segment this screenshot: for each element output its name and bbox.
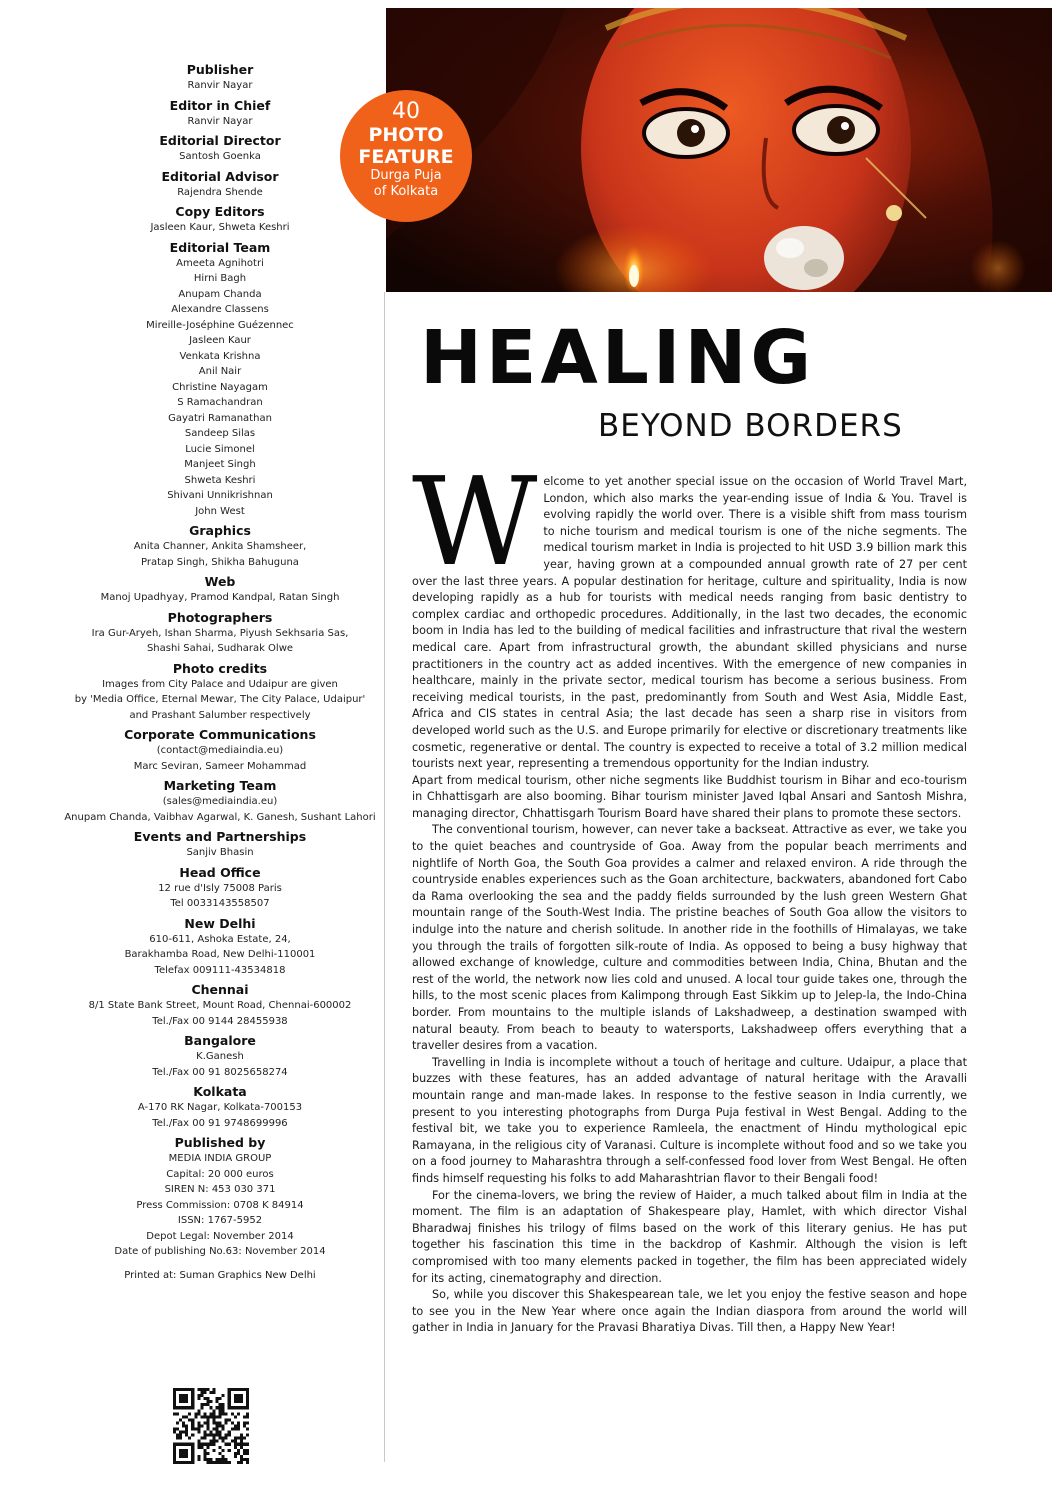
article-paragraph bbox=[412, 451, 967, 773]
masthead-section bbox=[60, 574, 380, 606]
masthead-section-lines bbox=[60, 185, 380, 201]
masthead-section bbox=[60, 916, 380, 979]
article-paragraph: For the cinema-lovers, we bring the review of Haider, a much talked about film in India at the moment. The film is an adaptation of Shakespeare play, Hamlet, with which director Vishal Bharadwaj finishes his trilogy of films based on the work of this literary genius. He has put together his fascination this time in the backdrop of Kashmir. Although the vision is left compromised with too many elements packed in together, the film has been appreciated widely for its acting, cinematography and direction. bbox=[412, 1188, 967, 1285]
masthead-line: MEDIA INDIA GROUP bbox=[168, 1153, 272, 1164]
masthead-line: Shashi Sahai, Sudharak Olwe bbox=[146, 643, 294, 654]
masthead-section-lines bbox=[60, 114, 380, 130]
masthead-section-title: Published by bbox=[174, 1135, 266, 1150]
masthead-section bbox=[60, 204, 380, 236]
masthead-line: Alexandre Classens bbox=[171, 304, 269, 315]
masthead-line: Jasleen Kaur, Shweta Keshri bbox=[150, 222, 290, 233]
masthead-section-title: Editorial Team bbox=[169, 239, 271, 255]
article-paragraph: So, while you discover this Shakespearean tale, we let you enjoy the festive season and hope to see you in the New Year where once again the Indian diaspora from around the world will gather in India in January for the Pravasi Bharatiya Divas. Till then, a Happy New Year! bbox=[412, 1288, 967, 1335]
masthead-section-lines bbox=[60, 794, 380, 825]
masthead-section-lines bbox=[60, 881, 380, 912]
masthead-section-title: Editor in Chief bbox=[169, 97, 271, 113]
masthead-section bbox=[60, 661, 380, 724]
masthead-line: (contact@mediaindia.eu) bbox=[156, 745, 284, 756]
masthead-line: 12 rue d'Isly 75008 Paris bbox=[158, 882, 282, 894]
masthead-line: Santosh Goenka bbox=[179, 151, 261, 162]
masthead-line: ISSN: 1767-5952 bbox=[177, 1215, 263, 1226]
masthead-line: A-170 RK Nagar, Kolkata-700153 bbox=[137, 1102, 303, 1113]
masthead-section-title: Editorial Advisor bbox=[161, 168, 279, 184]
masthead-section bbox=[60, 1135, 380, 1260]
masthead-line: Tel./Fax 00 91 9748699996 bbox=[152, 1117, 288, 1129]
masthead-section-title: Kolkata bbox=[193, 1084, 247, 1099]
masthead-section bbox=[60, 1084, 380, 1131]
article-paragraph-text: elcome to yet another special issue on the occasion of World Travel Mart, London, which also marks the year-ending issue of India & You. Travel is evolving rapidly the world over. There is a visible shift from mass tourism to niche tourism and medical tourism is one of the niche segments. The medical tourism market in India is projected to hit USD 3.9 billion mark this year, having grown at a compounded annual growth rate of 27 per cent over the last three years. A popular destination for heritage, culture and spirituality, India is now developing rapidly as a hub for tourists with medical needs ranging from basic dentistry to complex cardiac and orthopedic procedures. Additionally, in the last two decades, the economic boom in India has led to the building of medical facilities and infrastructure that rival the western medical care. Apart from infrastructural growth, the abundant skilled physicians and nurse practitioners in the country act as added incentives. With the emergence of new companies in healthcare, mainly in the private sector, medical tourism has become a serious business. From receiving medical tourists, in the past, predominantly from South and West Asia, Middle East, Africa and CIS states in central Asia; the last decade has seen a sharp rise in visitors from developed world such as the U.S. and Europe primarily for elective or discretionary treatments like cosmetic, regenerative or dental. The country is expected to receive a total of 3.2 million medical tourists next year, representing a tremendous opportunity for the Indian industry. bbox=[412, 475, 967, 771]
masthead-line: Hirni Bagh bbox=[193, 273, 247, 284]
masthead-line: K.Ganesh bbox=[196, 1051, 244, 1062]
durga-idol-photo bbox=[386, 8, 1052, 292]
masthead-section-title: Chennai bbox=[191, 982, 249, 997]
masthead-line: and Prashant Salumber respectively bbox=[129, 709, 311, 721]
masthead-section bbox=[60, 829, 380, 861]
masthead-line: Ira Gur-Aryeh, Ishan Sharma, Piyush Sekhsaria Sas, bbox=[91, 627, 349, 639]
masthead-line: Jasleen Kaur bbox=[189, 335, 251, 346]
masthead-section-title: Bangalore bbox=[184, 1033, 256, 1048]
masthead-line: Shweta Keshri bbox=[184, 474, 256, 486]
masthead-section-title: Head Office bbox=[179, 864, 261, 880]
masthead-section-title: Corporate Communications bbox=[124, 727, 316, 742]
masthead-section-lines bbox=[60, 932, 380, 979]
column-divider bbox=[384, 292, 385, 1462]
masthead-section-title: Publisher bbox=[186, 62, 254, 77]
masthead-line: 8/1 State Bank Street, Mount Road, Chennai-600002 bbox=[88, 1000, 352, 1011]
masthead-line: Sanjiv Bhasin bbox=[186, 847, 254, 858]
masthead-line: by 'Media Office, Eternal Mewar, The City Palace, Udaipur' bbox=[74, 694, 366, 705]
masthead-section-title: Events and Partnerships bbox=[133, 829, 307, 844]
masthead-section-lines bbox=[60, 256, 380, 520]
masthead-line: Ranvir Nayar bbox=[187, 80, 253, 91]
article-paragraph: Travelling in India is incomplete without a touch of heritage and culture. Udaipur, a place that buzzes with these features, has an added advantage of natural heritage with the Aravalli mountain range and man-made lakes. In response to the festive season in India currently, we present to you interesting photographs from Durga Puja festival in West Bengal. Adding to the festival bit, we take you to experience Ramleela, the enactment of Hindu mythological epic Ramayana, in the religious city of Varanasi. Culture is incomplete without food and so we take you on a food journey to Maharashtra through a self-confessed food lover from West Bengal. He often finds himself requesting his folks to add Maharashtrian flavor to their Bengali food! bbox=[412, 1055, 967, 1185]
masthead-section bbox=[60, 98, 380, 130]
masthead-section-lines bbox=[60, 78, 380, 94]
masthead-section-lines bbox=[60, 220, 380, 236]
masthead-section-title: New Delhi bbox=[184, 915, 256, 931]
masthead-section bbox=[60, 610, 380, 657]
masthead-section-lines bbox=[60, 626, 380, 657]
masthead-section bbox=[60, 62, 380, 94]
masthead-line: John West bbox=[195, 505, 245, 517]
masthead-line: Pratap Singh, Shikha Bahuguna bbox=[141, 556, 299, 568]
masthead-line: Tel./Fax 00 9144 28455938 bbox=[152, 1015, 288, 1027]
printed-at: Printed at: Suman Graphics New Delhi bbox=[124, 1269, 316, 1281]
masthead-line: Gayatri Ramanathan bbox=[168, 412, 272, 424]
photo-feature-badge[interactable] bbox=[340, 90, 472, 222]
masthead-section bbox=[60, 727, 380, 774]
masthead bbox=[60, 62, 380, 1283]
masthead-section-lines bbox=[60, 590, 380, 606]
masthead-line: Ranvir Nayar bbox=[187, 115, 253, 127]
masthead-line: Depot Legal: November 2014 bbox=[146, 1230, 294, 1242]
masthead-line: Anupam Chanda, Vaibhav Agarwal, K. Ganesh, Sushant Lahori bbox=[64, 811, 376, 823]
masthead-section-lines bbox=[60, 677, 380, 724]
masthead-section bbox=[60, 523, 380, 570]
masthead-line: Telefax 009111-43534818 bbox=[154, 964, 286, 976]
article-paragraph: Apart from medical tourism, other niche segments like Buddhist tourism in Bihar and eco-tourism in Chhattisgarh are also booming. Bihar tourism minister Javed Iqbal Ansari and Santosh Mishra, managing director, Chhattisgarh Tourism Board have shared their plans to promote these sectors. bbox=[412, 773, 967, 820]
masthead-line: Rajendra Shende bbox=[177, 186, 263, 198]
masthead-line: SIREN N: 453 030 371 bbox=[164, 1184, 276, 1195]
masthead-section-lines bbox=[60, 1100, 380, 1131]
masthead-line: Manoj Upadhyay, Pramod Kandpal, Ratan Singh bbox=[100, 592, 340, 603]
masthead-section bbox=[60, 1033, 380, 1080]
masthead-section bbox=[60, 982, 380, 1029]
masthead-line: Press Commission: 0708 K 84914 bbox=[136, 1199, 304, 1211]
masthead-section-title: Editorial Director bbox=[159, 133, 281, 148]
masthead-line: Barakhamba Road, New Delhi-110001 bbox=[124, 949, 316, 960]
masthead-line: Shivani Unnikrishnan bbox=[167, 490, 273, 501]
masthead-section-lines bbox=[60, 845, 380, 861]
drop-cap: W bbox=[412, 451, 538, 593]
masthead-line: Ameeta Agnihotri bbox=[176, 257, 264, 269]
badge-page-number: 40 bbox=[392, 99, 420, 124]
masthead-line: Images from City Palace and Udaipur are given bbox=[102, 678, 338, 690]
masthead-line: Anil Nair bbox=[198, 366, 242, 377]
masthead-line: Christine Nayagam bbox=[172, 381, 268, 393]
masthead-line: (sales@mediaindia.eu) bbox=[162, 796, 278, 807]
masthead-section bbox=[60, 865, 380, 912]
masthead-section-lines bbox=[60, 149, 380, 165]
article-subheadline: BEYOND BORDERS bbox=[598, 408, 903, 444]
masthead-line: Lucie Simonel bbox=[185, 443, 255, 455]
masthead-section-title: Graphics bbox=[189, 523, 251, 538]
masthead-section bbox=[60, 778, 380, 825]
masthead-line: Anita Channer, Ankita Shamsheer, bbox=[133, 541, 307, 552]
editorial-article bbox=[412, 451, 967, 1337]
masthead-section bbox=[60, 133, 380, 165]
badge-title: FEATURE bbox=[358, 146, 454, 168]
badge-title: PHOTO bbox=[368, 124, 444, 146]
masthead-line: Venkata Krishna bbox=[179, 350, 261, 362]
masthead-section-lines bbox=[60, 998, 380, 1029]
article-paragraph: The conventional tourism, however, can never take a backseat. Attractive as ever, we take you to the quiet beaches and countryside of Goa. Away from the popular beach merriments and nightlife of North Goa, the South Goa provides a calmer and relaxed environ. A ride through the countryside enables experiences such as the Goan architecture, backwaters, abandoned fort Cabo da Rama overlooking the sea and the paddy fields surrounded by the lush green Western Ghat mountain range of the South-West India. The pristine beaches of South Goa allow the visitors to indulge into the nature and cherish solitude. In another ride in the foothills of Himalayas, we take you through the trails of forgotten silk-route of India. As opposed to being a busy highway that allowed exchange of knowledge, culture and commodities between India, China, Bhutan and the rest of the world, the network now lies cold and unused. A local tour guide takes one, through the hills, to the most scenic places from Kalimpong through East Sikkim up to Jelep-la, the Indo-China border. From mountains to the multiple islands of Lakshadweep, a destination swamped with natural beauty. From beach to beauty to watersports, Lakshadweep offers everything that a traveller desires from a vacation. bbox=[412, 823, 967, 1053]
masthead-line: Date of publishing No.63: November 2014 bbox=[114, 1246, 326, 1257]
masthead-line: Capital: 20 000 euros bbox=[166, 1168, 274, 1180]
badge-subtitle: of Kolkata bbox=[373, 184, 439, 199]
masthead-section-title: Photographers bbox=[167, 609, 273, 625]
article-body bbox=[412, 773, 967, 1337]
masthead-line: Anupam Chanda bbox=[178, 288, 262, 300]
badge-subtitle: Durga Puja bbox=[370, 168, 442, 183]
masthead-section-title: Marketing Team bbox=[163, 778, 277, 793]
qr-code[interactable] bbox=[173, 1388, 249, 1464]
masthead-line: Sandeep Silas bbox=[184, 428, 256, 439]
masthead-section-title: Web bbox=[204, 574, 236, 589]
masthead-section bbox=[60, 240, 380, 520]
masthead-section-title: Photo credits bbox=[172, 660, 268, 676]
hero-image bbox=[386, 8, 1052, 292]
masthead-section-title: Copy Editors bbox=[175, 204, 265, 219]
masthead-section-lines bbox=[60, 1049, 380, 1080]
masthead-section bbox=[60, 169, 380, 201]
masthead-section-lines bbox=[60, 1151, 380, 1260]
masthead-line: 610-611, Ashoka Estate, 24, bbox=[149, 933, 291, 945]
masthead-line: Manjeet Singh bbox=[184, 459, 256, 470]
masthead-line: Marc Seviran, Sameer Mohammad bbox=[133, 760, 307, 772]
masthead-section-lines bbox=[60, 539, 380, 570]
masthead-line: Tel 0033143558507 bbox=[170, 898, 270, 909]
masthead-line: Tel./Fax 00 91 8025658274 bbox=[152, 1066, 288, 1078]
masthead-line: Mireille-Joséphine Guézennec bbox=[146, 319, 294, 331]
article-headline: HEALING bbox=[420, 315, 816, 401]
masthead-section-lines bbox=[60, 743, 380, 774]
masthead-line: S Ramachandran bbox=[177, 397, 263, 408]
